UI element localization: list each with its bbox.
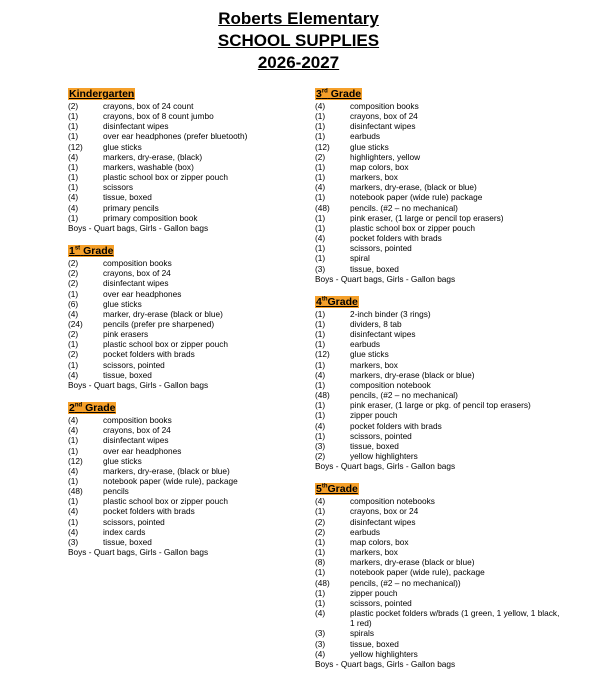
item-description: zipper pouch	[350, 410, 398, 421]
item-description: markers, washable (box)	[103, 161, 194, 172]
item-quantity: (3)	[315, 440, 326, 451]
supply-item	[315, 639, 565, 649]
item-description: glue sticks	[103, 298, 142, 309]
item-description: marker, dry-erase (black or blue)	[103, 308, 223, 319]
supply-item	[315, 101, 565, 111]
supply-item	[315, 496, 565, 506]
supply-item	[315, 264, 565, 274]
section-grade-1	[68, 245, 303, 390]
supply-item	[315, 233, 565, 243]
bag-note: Boys - Quart bags, Girls - Gallon bags	[315, 273, 456, 284]
supply-item	[315, 213, 565, 223]
item-description: pocket folders with brads	[103, 506, 195, 517]
supply-item	[315, 319, 565, 329]
supply-item	[315, 628, 565, 638]
item-quantity: (12)	[68, 141, 83, 152]
item-description: pencils (prefer pre sharpened)	[103, 318, 215, 329]
item-quantity: (1)	[315, 547, 326, 558]
item-quantity: (12)	[315, 349, 330, 360]
supply-item	[68, 121, 303, 131]
supply-item	[315, 506, 565, 516]
item-quantity: (4)	[315, 648, 326, 659]
item-quantity: (4)	[68, 151, 79, 162]
heading-grade-2: 2nd Grade	[69, 402, 116, 415]
supply-item	[68, 101, 303, 111]
item-quantity: (1)	[315, 506, 326, 517]
item-quantity: (1)	[315, 339, 326, 350]
item-quantity: (1)	[68, 359, 79, 370]
supply-item	[68, 319, 303, 329]
supply-item	[315, 421, 565, 431]
item-quantity: (1)	[315, 359, 326, 370]
item-quantity: (1)	[315, 567, 326, 578]
supply-item	[315, 441, 565, 451]
item-description: pencils. (#2 – no mechanical)	[350, 202, 458, 213]
item-quantity: (6)	[68, 298, 79, 309]
supply-item	[68, 152, 303, 162]
item-description: composition notebooks	[350, 496, 435, 507]
supply-item	[315, 329, 565, 339]
item-description: notebook paper (wide rule) package	[350, 192, 483, 203]
supply-item	[68, 435, 303, 445]
section-grade-4	[315, 296, 565, 472]
item-description: scissors, pointed	[350, 243, 412, 254]
item-description: disinfectant wipes	[350, 329, 416, 340]
item-description: map colors, box	[350, 161, 409, 172]
item-description: over ear headphones	[103, 288, 182, 299]
item-quantity: (1)	[315, 121, 326, 132]
supply-item	[315, 431, 565, 441]
supply-item	[315, 608, 565, 628]
supply-item	[315, 243, 565, 253]
item-quantity: (4)	[68, 308, 79, 319]
item-quantity: (1)	[68, 516, 79, 527]
item-quantity: (2)	[315, 451, 326, 461]
supply-item	[315, 547, 565, 557]
section-grade-5	[315, 483, 565, 669]
item-description: dividers, 8 tab	[350, 318, 402, 329]
supply-item	[68, 213, 303, 223]
supply-item	[315, 203, 565, 213]
item-description: markers, box	[350, 547, 398, 558]
supply-item	[315, 588, 565, 598]
item-description: spiral	[350, 253, 370, 264]
item-quantity: (1)	[315, 410, 326, 421]
supply-item	[68, 486, 303, 496]
item-quantity: (4)	[315, 608, 326, 619]
supply-item	[68, 506, 303, 516]
supply-item	[68, 329, 303, 339]
item-quantity: (1)	[315, 308, 326, 319]
item-quantity: (1)	[315, 430, 326, 441]
supply-item	[315, 172, 565, 182]
item-quantity: (4)	[68, 506, 79, 517]
supply-item	[315, 400, 565, 410]
item-description: crayons, box of 24	[103, 268, 171, 279]
item-quantity: (3)	[315, 638, 326, 649]
item-description: highlighters, yellow	[350, 151, 421, 162]
item-quantity: (1)	[68, 131, 79, 142]
item-description: pencils, (#2 – no mechanical)	[350, 390, 458, 401]
item-description: scissors, pointed	[103, 359, 165, 370]
item-description: markers, dry-erase, (black)	[103, 151, 203, 162]
item-quantity: (1)	[315, 400, 326, 411]
item-description: disinfectant wipes	[103, 121, 169, 132]
item-quantity: (1)	[315, 131, 326, 142]
supply-item	[68, 370, 303, 380]
item-quantity: (48)	[315, 577, 330, 588]
item-quantity: (8)	[315, 557, 326, 568]
supply-item	[68, 268, 303, 278]
section-kindergarten	[68, 88, 303, 233]
item-quantity: (1)	[68, 476, 79, 486]
bag-note: Boys - Quart bags, Girls - Gallon bags	[68, 547, 209, 558]
item-description: index cards	[103, 526, 146, 537]
item-quantity: (4)	[68, 526, 79, 537]
item-description: tissue, boxed	[350, 440, 399, 451]
item-description: scissors, pointed	[350, 597, 412, 608]
supply-item	[68, 203, 303, 213]
item-description: tissue, boxed	[103, 369, 152, 380]
supply-item	[315, 253, 565, 263]
item-description: markers, dry-erase, (black or blue)	[350, 182, 477, 193]
school-name: Roberts Elementary	[218, 9, 379, 28]
supply-item	[68, 258, 303, 268]
item-description: earbuds	[350, 339, 380, 350]
item-description: pencils	[103, 486, 129, 497]
supply-item	[315, 410, 565, 420]
item-description: plastic school box or zipper pouch	[103, 172, 228, 183]
item-quantity: (1)	[68, 161, 79, 172]
document-title: SCHOOL SUPPLIES	[217, 31, 380, 50]
item-quantity: (2)	[68, 278, 79, 289]
item-description: plastic school box or zipper pouch	[103, 339, 228, 350]
item-description: plastic pocket folders w/brads (1 green, 1 yellow, 1 black, 1 red)	[350, 608, 560, 629]
item-quantity: (4)	[68, 202, 79, 213]
item-description: tissue, boxed	[103, 536, 152, 547]
supply-item	[68, 415, 303, 425]
item-quantity: (4)	[68, 425, 79, 436]
item-quantity: (1)	[315, 172, 326, 183]
item-description: glue sticks	[350, 349, 389, 360]
supply-item	[68, 425, 303, 435]
item-description: disinfectant wipes	[103, 278, 169, 289]
supply-item	[315, 451, 565, 461]
supply-list	[315, 101, 565, 274]
item-description: glue sticks	[103, 141, 142, 152]
left-column	[68, 88, 303, 557]
supply-list	[68, 101, 303, 223]
item-description: pocket folders with brads	[350, 233, 442, 244]
supply-item	[68, 299, 303, 309]
heading-grade-5: 5thGrade	[316, 483, 358, 496]
item-quantity: (2)	[315, 526, 326, 537]
item-description: tissue, boxed	[350, 263, 399, 274]
heading-grade-4: 4thGrade	[316, 295, 358, 308]
item-description: earbuds	[350, 526, 380, 537]
supply-list	[315, 309, 565, 461]
supply-item	[315, 380, 565, 390]
item-quantity: (2)	[68, 349, 79, 360]
supply-item	[68, 309, 303, 319]
item-description: primary pencils	[103, 202, 159, 213]
item-description: yellow highlighters	[350, 648, 418, 659]
item-description: composition books	[350, 101, 419, 111]
item-quantity: (4)	[315, 496, 326, 507]
item-quantity: (4)	[68, 369, 79, 380]
bag-note: Boys - Quart bags, Girls - Gallon bags	[315, 658, 456, 669]
supply-item	[68, 289, 303, 299]
supply-item	[315, 121, 565, 131]
item-quantity: (4)	[315, 369, 326, 380]
item-description: yellow highlighters	[350, 451, 418, 461]
bag-note: Boys - Quart bags, Girls - Gallon bags	[68, 222, 209, 233]
item-quantity: (1)	[68, 182, 79, 193]
supply-item	[68, 182, 303, 192]
item-quantity: (1)	[315, 536, 326, 547]
item-description: map colors, box	[350, 536, 409, 547]
item-quantity: (1)	[68, 172, 79, 183]
item-description: composition notebook	[350, 379, 431, 390]
item-quantity: (1)	[68, 339, 79, 350]
supply-item	[68, 339, 303, 349]
item-description: composition books	[103, 258, 172, 269]
supply-item	[68, 476, 303, 486]
supply-item	[68, 496, 303, 506]
item-description: crayons, box of 24	[103, 425, 171, 436]
item-quantity: (1)	[315, 111, 326, 122]
section-grade-3	[315, 88, 565, 284]
supply-item	[68, 111, 303, 121]
supply-item	[68, 142, 303, 152]
item-quantity: (1)	[315, 192, 326, 203]
item-quantity: (3)	[68, 536, 79, 547]
supply-item	[315, 182, 565, 192]
item-quantity: (4)	[315, 101, 326, 111]
school-year: 2026-2027	[257, 53, 340, 72]
item-description: glue sticks	[350, 141, 389, 152]
item-quantity: (1)	[315, 379, 326, 390]
supply-item	[68, 446, 303, 456]
item-description: pencils, (#2 – no mechanical))	[350, 577, 461, 588]
item-description: scissors, pointed	[103, 516, 165, 527]
supply-item	[315, 537, 565, 547]
item-description: primary composition book	[103, 212, 198, 223]
supply-item	[315, 517, 565, 527]
supply-item	[68, 466, 303, 476]
item-description: markers, box	[350, 359, 398, 370]
item-quantity: (1)	[315, 253, 326, 264]
item-quantity: (4)	[315, 182, 326, 193]
item-quantity: (4)	[68, 465, 79, 476]
supply-list	[68, 415, 303, 547]
item-quantity: (12)	[68, 455, 83, 466]
item-quantity: (12)	[315, 141, 330, 152]
item-description: pink eraser, (1 large or pkg. of pencil top erasers)	[350, 400, 531, 411]
supply-item	[68, 360, 303, 370]
section-grade-2	[68, 402, 303, 557]
item-quantity: (4)	[68, 415, 79, 426]
item-description: crayons, box or 24	[350, 506, 419, 517]
supply-item	[315, 152, 565, 162]
item-description: markers, box	[350, 172, 398, 183]
item-description: composition books	[103, 415, 172, 426]
item-quantity: (2)	[68, 101, 79, 111]
item-quantity: (2)	[68, 329, 79, 340]
item-quantity: (1)	[315, 212, 326, 223]
item-quantity: (1)	[315, 597, 326, 608]
supply-item	[315, 131, 565, 141]
item-quantity: (1)	[68, 121, 79, 132]
supply-item	[315, 309, 565, 319]
item-quantity: (3)	[315, 263, 326, 274]
item-description: plastic school box or zipper pouch	[103, 496, 228, 507]
supply-item	[315, 192, 565, 202]
bag-note: Boys - Quart bags, Girls - Gallon bags	[68, 379, 209, 390]
heading-kindergarten: Kindergarten	[69, 88, 135, 100]
supply-item	[315, 142, 565, 152]
item-description: spirals	[350, 628, 374, 639]
item-description: tissue, boxed	[103, 192, 152, 203]
item-quantity: (4)	[315, 233, 326, 244]
item-quantity: (1)	[315, 329, 326, 340]
supply-item	[68, 172, 303, 182]
item-description: crayons, box of 24 count	[103, 101, 194, 111]
supply-item	[315, 162, 565, 172]
item-quantity: (48)	[315, 202, 330, 213]
item-quantity: (2)	[68, 268, 79, 279]
item-description: crayons, box of 24	[350, 111, 418, 122]
item-description: notebook paper (wide rule), package	[350, 567, 485, 578]
item-quantity: (1)	[68, 496, 79, 507]
item-quantity: (2)	[315, 151, 326, 162]
supply-item	[68, 131, 303, 141]
item-quantity: (1)	[315, 222, 326, 233]
item-description: earbuds	[350, 131, 380, 142]
supply-item	[315, 349, 565, 359]
supply-item	[315, 567, 565, 577]
item-quantity: (48)	[315, 390, 330, 401]
item-quantity: (1)	[68, 111, 79, 122]
supply-item	[315, 339, 565, 349]
supply-item	[68, 537, 303, 547]
supply-item	[315, 649, 565, 659]
item-quantity: (4)	[68, 192, 79, 203]
supply-item	[68, 456, 303, 466]
item-quantity: (1)	[315, 318, 326, 329]
item-quantity: (1)	[315, 243, 326, 254]
item-quantity: (2)	[315, 516, 326, 527]
supply-item	[68, 527, 303, 537]
item-description: markers, dry-erase (black or blue)	[350, 369, 475, 380]
item-description: scissors	[103, 182, 133, 193]
right-column	[315, 88, 565, 669]
supply-item	[315, 370, 565, 380]
item-description: disinfectant wipes	[103, 435, 169, 446]
item-description: scissors, pointed	[350, 430, 412, 441]
supply-item	[315, 360, 565, 370]
supply-item	[315, 578, 565, 588]
supply-item	[68, 278, 303, 288]
item-quantity: (1)	[68, 435, 79, 446]
item-quantity: (1)	[68, 212, 79, 223]
item-description: tissue, boxed	[350, 638, 399, 649]
item-description: over ear headphones	[103, 445, 182, 456]
supply-list	[315, 496, 565, 659]
supply-item	[68, 192, 303, 202]
item-description: notebook paper (wide rule), package	[103, 476, 238, 486]
item-description: 2-inch binder (3 rings)	[350, 308, 431, 319]
supply-item	[68, 349, 303, 359]
supply-item	[315, 527, 565, 537]
item-description: pocket folders with brads	[103, 349, 195, 360]
item-quantity: (4)	[315, 420, 326, 431]
item-description: disinfectant wipes	[350, 516, 416, 527]
item-quantity: (1)	[315, 161, 326, 172]
heading-grade-3: 3rd Grade	[316, 88, 362, 100]
supply-list	[68, 258, 303, 380]
item-quantity: (1)	[68, 288, 79, 299]
supply-item	[315, 223, 565, 233]
heading-grade-1: 1st Grade	[69, 245, 114, 258]
item-description: plastic school box or zipper pouch	[350, 222, 475, 233]
item-quantity: (24)	[68, 318, 83, 329]
supply-item	[68, 517, 303, 527]
item-description: zipper pouch	[350, 587, 398, 598]
item-description: markers, dry-erase, (black or blue)	[103, 465, 230, 476]
item-quantity: (48)	[68, 486, 83, 497]
item-description: glue sticks	[103, 455, 142, 466]
item-quantity: (3)	[315, 628, 326, 639]
supply-item	[315, 111, 565, 121]
item-quantity: (2)	[68, 258, 79, 269]
item-quantity: (1)	[315, 587, 326, 598]
item-description: pink eraser, (1 large or pencil top erasers)	[350, 212, 504, 223]
supply-item	[68, 162, 303, 172]
supply-item	[315, 598, 565, 608]
bag-note: Boys - Quart bags, Girls - Gallon bags	[315, 461, 456, 472]
item-description: over ear headphones (prefer bluetooth)	[103, 131, 248, 142]
supply-item	[315, 390, 565, 400]
item-description: crayons, box of 8 count jumbo	[103, 111, 214, 122]
item-description: pink erasers	[103, 329, 149, 340]
item-description: pocket folders with brads	[350, 420, 442, 431]
item-description: disinfectant wipes	[350, 121, 416, 132]
item-description: markers, dry-erase (black or blue)	[350, 557, 475, 568]
supply-item	[315, 557, 565, 567]
item-quantity: (1)	[68, 445, 79, 456]
